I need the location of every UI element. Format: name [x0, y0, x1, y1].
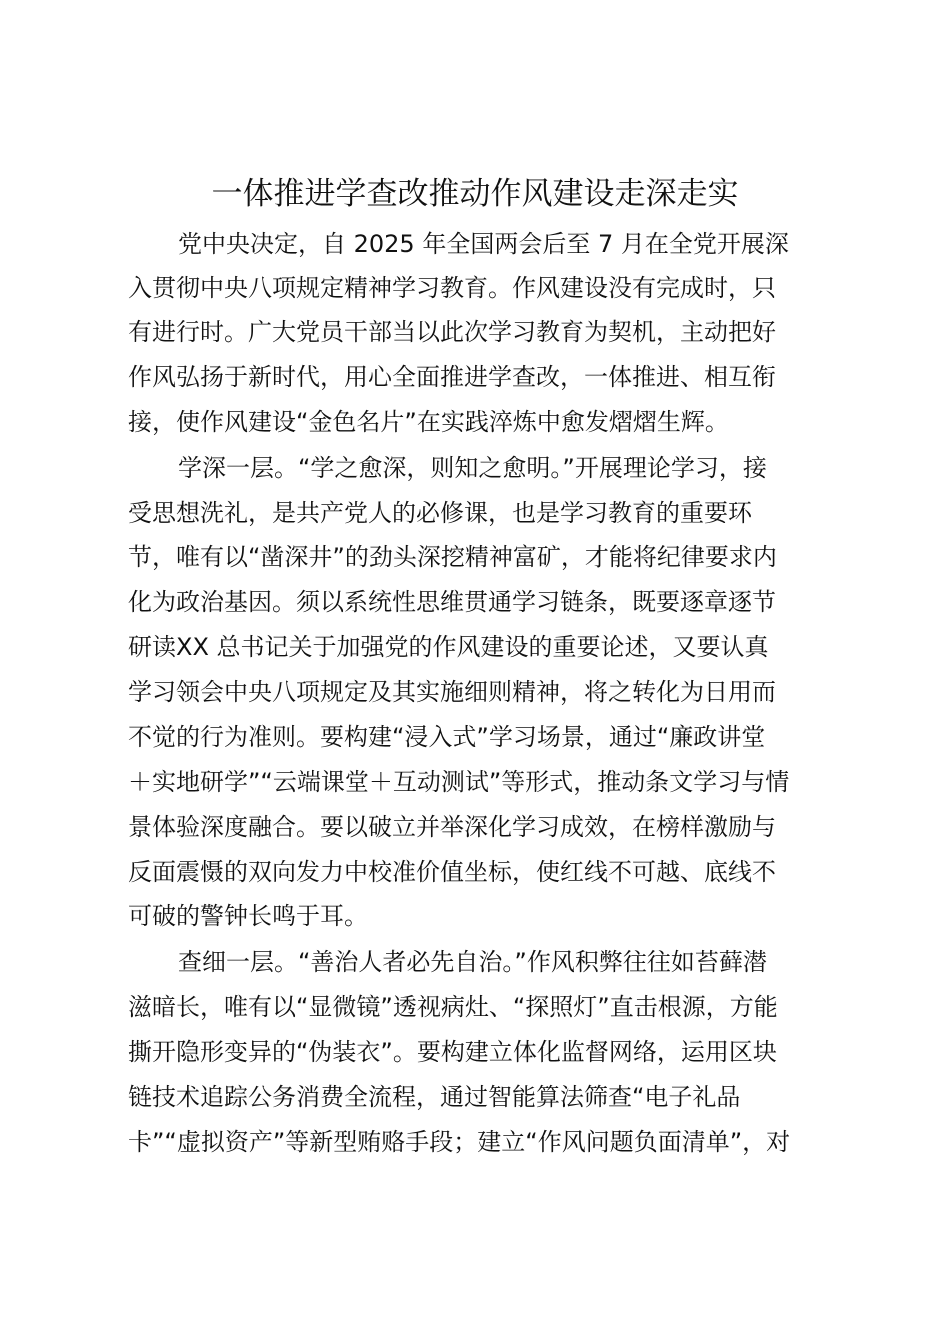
paragraph-2-line-10: 反面震慑的双向发力中校准价值坐标，使红线不可越、底线不: [128, 858, 776, 886]
paragraph-3-line-5: 卡”“虚拟资产”等新型贿赂手段；建立“作风问题负面清单”，对: [128, 1128, 791, 1156]
paragraph-1-line-3: 有进行时。广大党员干部当以此次学习教育为契机，主动把好: [128, 318, 776, 346]
paragraph-3-line-3: 撕开隐形变异的“伪装衣”。要构建立体化监督网络，运用区块: [128, 1038, 777, 1066]
paragraph-1-line-1: 党中央决定，自 2025 年全国两会后至 7 月在全党开展深: [178, 230, 789, 258]
paragraph-3-line-1: 查细一层。“善治人者必先自治。”作风积弊往往如苔藓潜: [178, 948, 767, 976]
paragraph-2-line-7: 不觉的行为准则。要构建“浸入式”学习场景，通过“廉政讲堂: [128, 723, 766, 751]
paragraph-1-line-2: 入贯彻中央八项规定精神学习教育。作风建设没有完成时，只: [128, 274, 776, 302]
paragraph-2-line-1: 学深一层。“学之愈深，则知之愈明。”开展理论学习，接: [178, 454, 767, 482]
paragraph-2-line-3: 节，唯有以“凿深井”的劲头深挖精神富矿，才能将纪律要求内: [128, 543, 777, 571]
paragraph-1-line-5: 接，使作风建设“金色名片”在实践淬炼中愈发熠熠生辉。: [128, 408, 729, 436]
paragraph-2-line-11: 可破的警钟长鸣于耳。: [128, 902, 368, 930]
paragraph-2-line-2: 受思想洗礼，是共产党人的必修课，也是学习教育的重要环: [128, 499, 752, 527]
paragraph-3-line-2: 滋暗长，唯有以“显微镜”透视病灶、“探照灯”直击根源，方能: [128, 993, 778, 1021]
paragraph-2-line-6: 学习领会中央八项规定及其实施细则精神，将之转化为日用而: [128, 678, 776, 706]
paragraph-2-line-5: 研读XX 总书记关于加强党的作风建设的重要论述，又要认真: [128, 633, 769, 661]
paragraph-3-line-4: 链技术追踪公务消费全流程，通过智能算法筛查“电子礼品: [128, 1083, 741, 1111]
document-title: 一体推进学查改推动作风建设走深走实: [211, 176, 739, 212]
paragraph-1-line-4: 作风弘扬于新时代，用心全面推进学查改，一体推进、相互衔: [128, 363, 776, 391]
paragraph-2-line-4: 化为政治基因。须以系统性思维贯通学习链条，既要逐章逐节: [128, 588, 776, 616]
paragraph-2-line-8: ＋实地研学”“云端课堂＋互动测试”等形式，推动条文学习与情: [128, 768, 790, 796]
paragraph-2-line-9: 景体验深度融合。要以破立并举深化学习成效，在榜样激励与: [128, 813, 776, 841]
